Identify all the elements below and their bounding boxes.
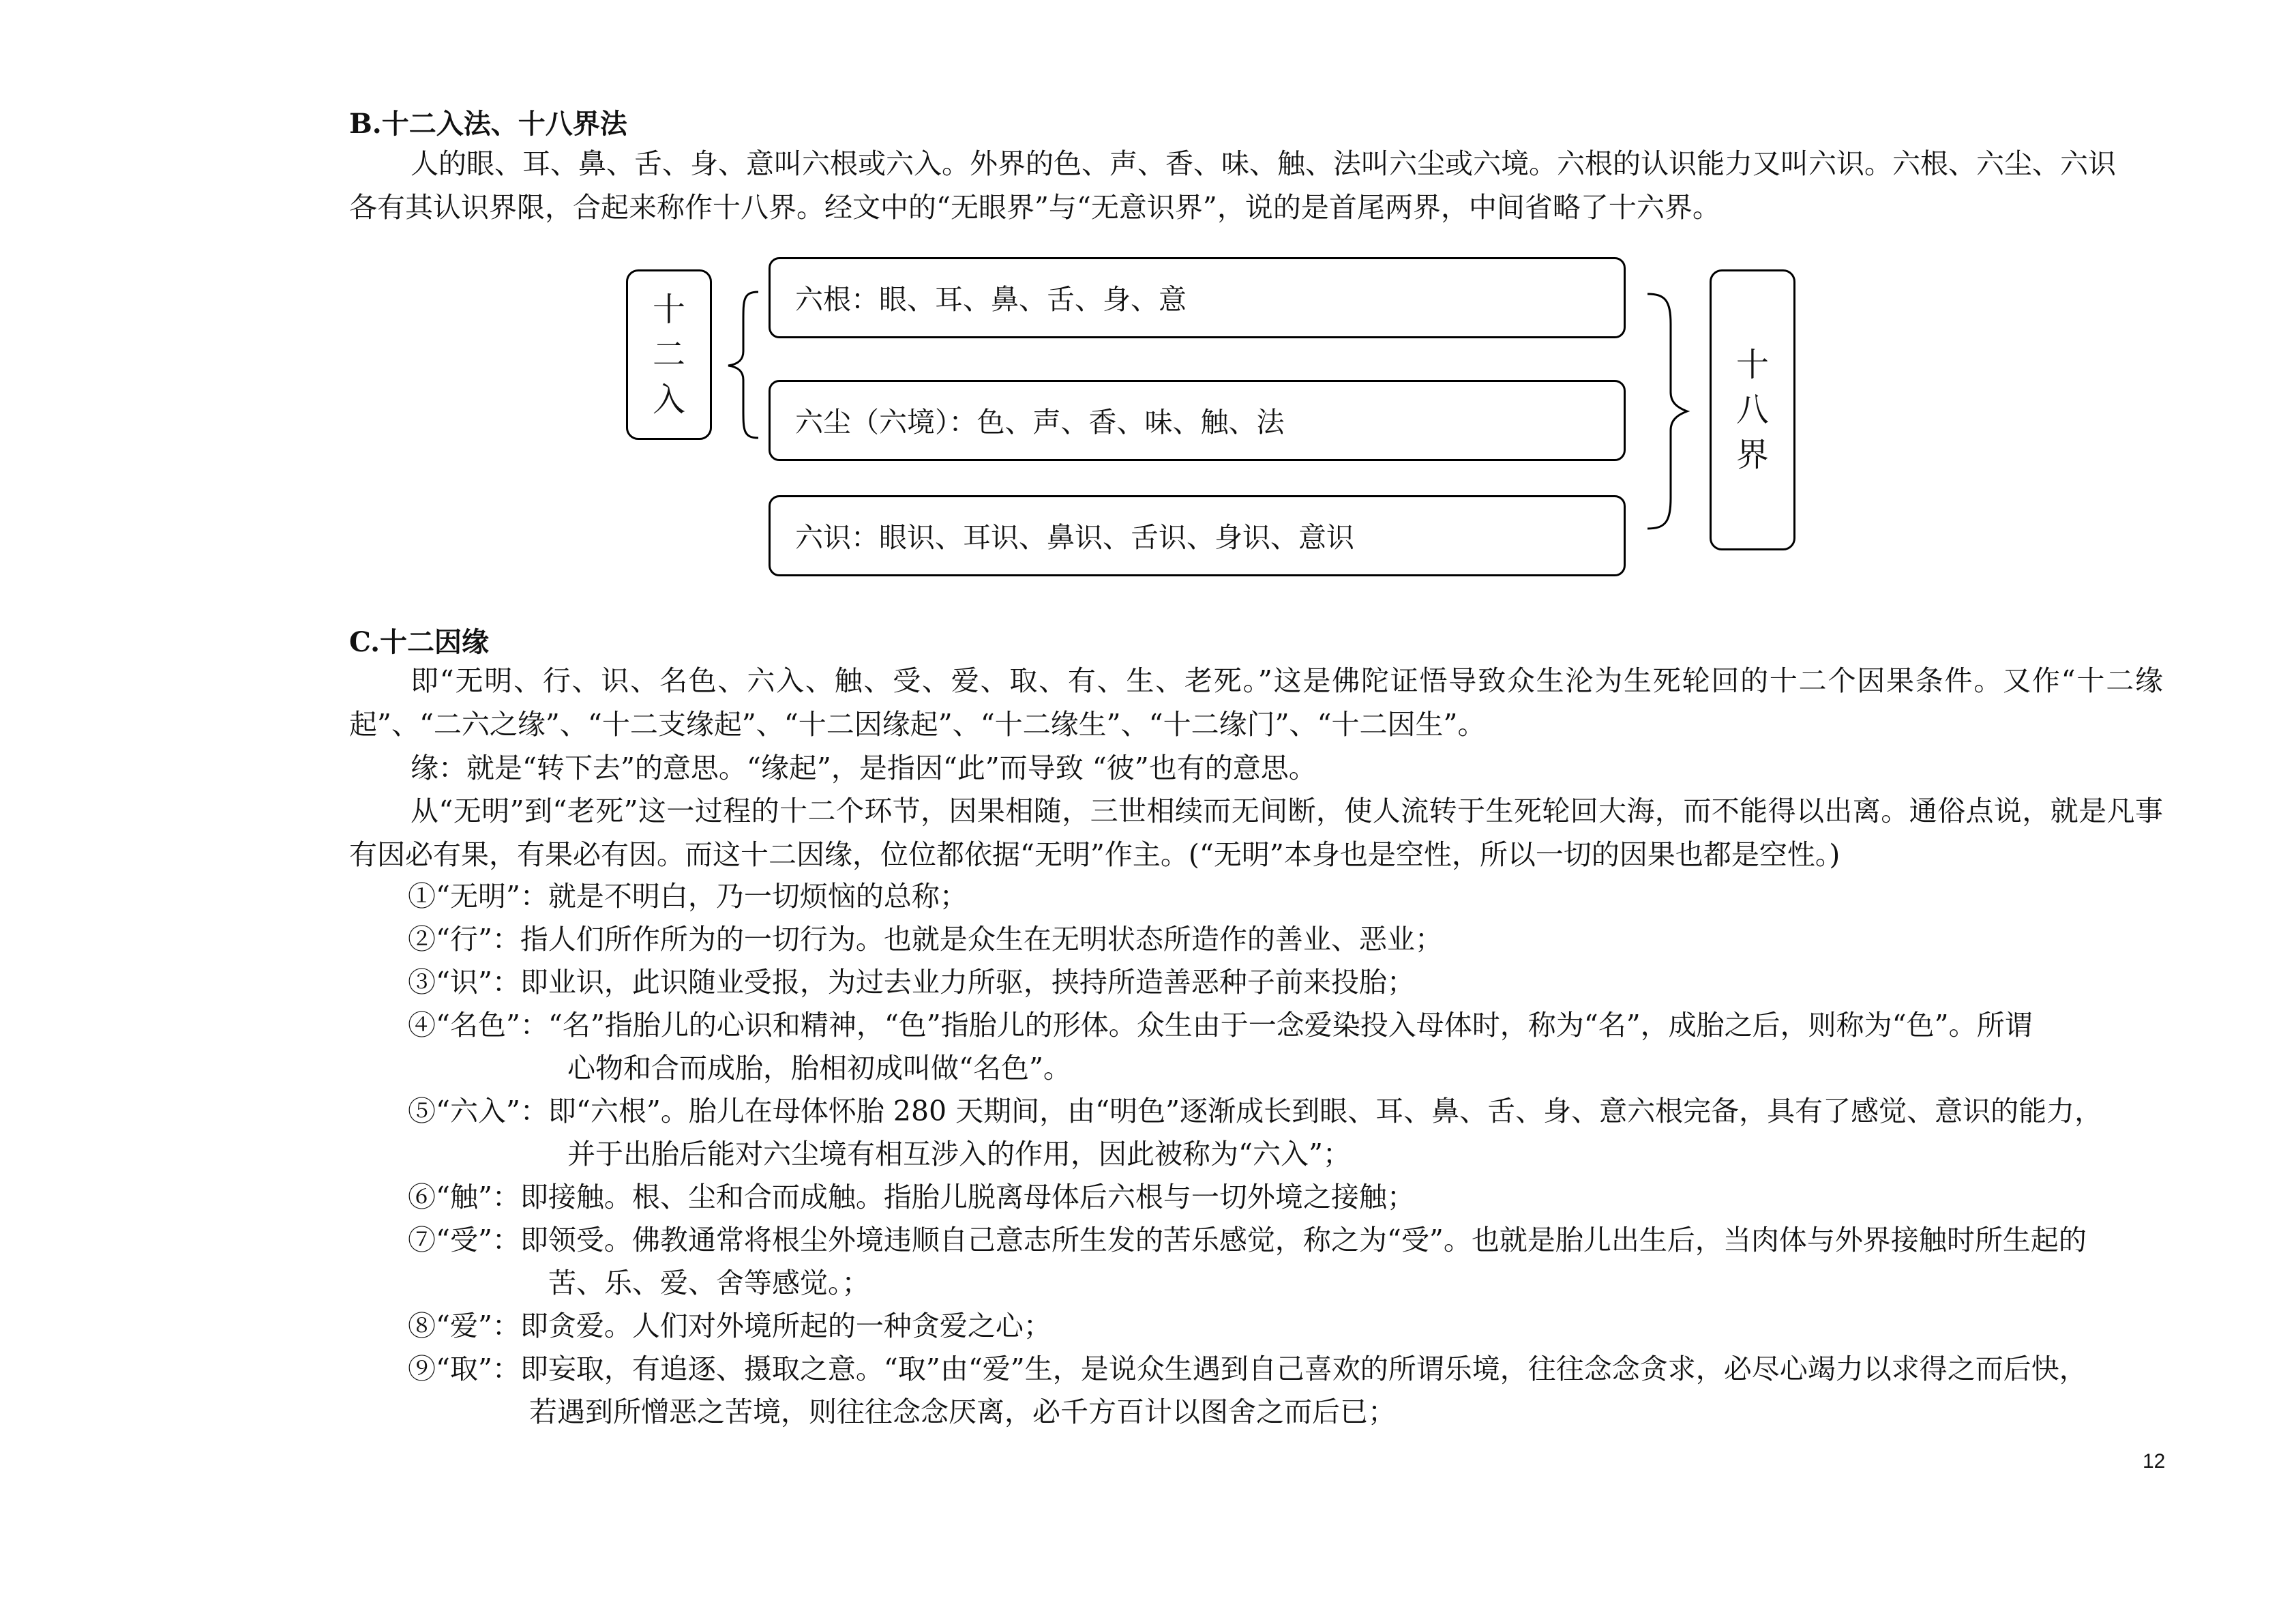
list-item-5: ⑤“六入”：即“六根”。胎儿在母体怀胎 280 天期间，由“明色”逐渐成长到眼、耳、鼻、舌、身、意六根完备，具有了感觉、意识的能力， <box>408 1095 2103 1127</box>
section-b-paragraph-line-2: 各有其认识界限，合起来称作十八界。经文中的“无眼界”与“无意识界”，说的是首尾两界，中间省略了十六界。 <box>349 191 1720 224</box>
list-item-3: ③“识”：即业识，此识随业受报，为过去业力所驱，挟持所造善恶种子前来投胎； <box>408 966 1415 999</box>
right-char-1: 十 <box>1735 346 1769 384</box>
list-item-1: ①“无明”：就是不明白，乃一切烦恼的总称； <box>408 880 968 913</box>
six-consciousnesses-label: 六识：眼识、耳识、鼻识、舌识、身识、意识 <box>795 521 1354 554</box>
left-brace-icon <box>723 286 764 443</box>
list-item-9-continuation: 若遇到所憎恶之苦境，则往往念念厌离，必千方百计以图舍之而后已； <box>529 1396 1396 1428</box>
section-c-paragraph-3: 从“无明”到“老死”这一过程的十二个环节，因果相随，三世相续而无间断，使人流转于生死轮回大海，而不能得以出离。通俗点说，就是凡事有因必有果，有果必有因。而这十二因缘，位位都依据“无明”作主。(“无明”本身也是空性，所以一切的因果也都是空性。) <box>349 795 2163 871</box>
right-brace-icon <box>1643 290 1691 532</box>
list-item-7: ⑦“受”：即领受。佛教通常将根尘外境违顺自己意志所生发的苦乐感觉，称之为“受”。也就是胎儿出生后，当肉体与外界接触时所生起的 <box>408 1224 2087 1256</box>
list-item-9: ⑨“取”：即妄取，有追逐、摄取之意。“取”由“爱”生，是说众生遇到自己喜欢的所谓乐境，往往念念贪求，必尽心竭力以求得之而后快， <box>408 1353 2087 1385</box>
twelve-entrances-box <box>626 269 712 440</box>
six-dusts-box <box>769 380 1626 461</box>
eighteen-realms-box <box>1710 269 1795 550</box>
left-char-2: 二 <box>652 336 685 374</box>
section-b-paragraph-line-1: 人的眼、耳、鼻、舌、身、意叫六根或六入。外界的色、声、香、味、触、法叫六尘或六境。六根的认识能力又叫六识。六根、六尘、六识 <box>411 147 2116 180</box>
list-item-6: ⑥“触”：即接触。根、尘和合而成触。指胎儿脱离母体后六根与一切外境之接触； <box>408 1181 1415 1213</box>
left-char-3: 入 <box>652 381 685 419</box>
six-dusts-label: 六尘（六境）：色、声、香、味、触、法 <box>795 406 1285 439</box>
list-item-7-continuation: 苦、乐、爱、舍等感觉。； <box>548 1267 870 1299</box>
list-item-4: ④“名色”：“名”指胎儿的心识和精神，“色”指胎儿的形体。众生由于一念爱染投入母体时，称为“名”，成胎之后，则称为“色”。所谓 <box>408 1009 2033 1042</box>
list-item-4-continuation: 心物和合而成胎，胎相初成叫做“名色”。 <box>567 1052 1071 1084</box>
six-roots-label: 六根：眼、耳、鼻、舌、身、意 <box>795 283 1187 316</box>
section-c-heading: C.十二因缘 <box>349 626 490 658</box>
section-c-paragraph-1: 即“无明、行、识、名色、六入、触、受、爱、取、有、生、老死。”这是佛陀证悟导致众生沦为生死轮回的十二个因果条件。又作“十二缘起”、“二六之缘”、“十二支缘起”、“十二因缘起”、“十二缘生”、“十二缘门”、“十二因生”。 <box>349 664 2163 741</box>
left-char-1: 十 <box>652 291 685 329</box>
list-item-8: ⑧“爱”：即贪爱。人们对外境所起的一种贪爱之心； <box>408 1310 1052 1342</box>
list-item-5-continuation: 并于出胎后能对六尘境有相互涉入的作用，因此被称为“六入”； <box>567 1138 1351 1170</box>
page-number: 12 <box>2143 1450 2166 1473</box>
list-item-2: ②“行”：指人们所作所为的一切行为。也就是众生在无明状态所造作的善业、恶业； <box>408 923 1443 956</box>
right-char-2: 八 <box>1735 391 1769 429</box>
section-b-heading: B.十二入法、十八界法 <box>349 108 627 140</box>
six-roots-box <box>769 257 1626 338</box>
section-c-paragraph-2: 缘：就是“转下去”的意思。“缘起”，是指因“此”而导致 “彼”也有的意思。 <box>411 752 1317 784</box>
right-char-3: 界 <box>1735 436 1769 474</box>
six-consciousnesses-box <box>769 495 1626 576</box>
